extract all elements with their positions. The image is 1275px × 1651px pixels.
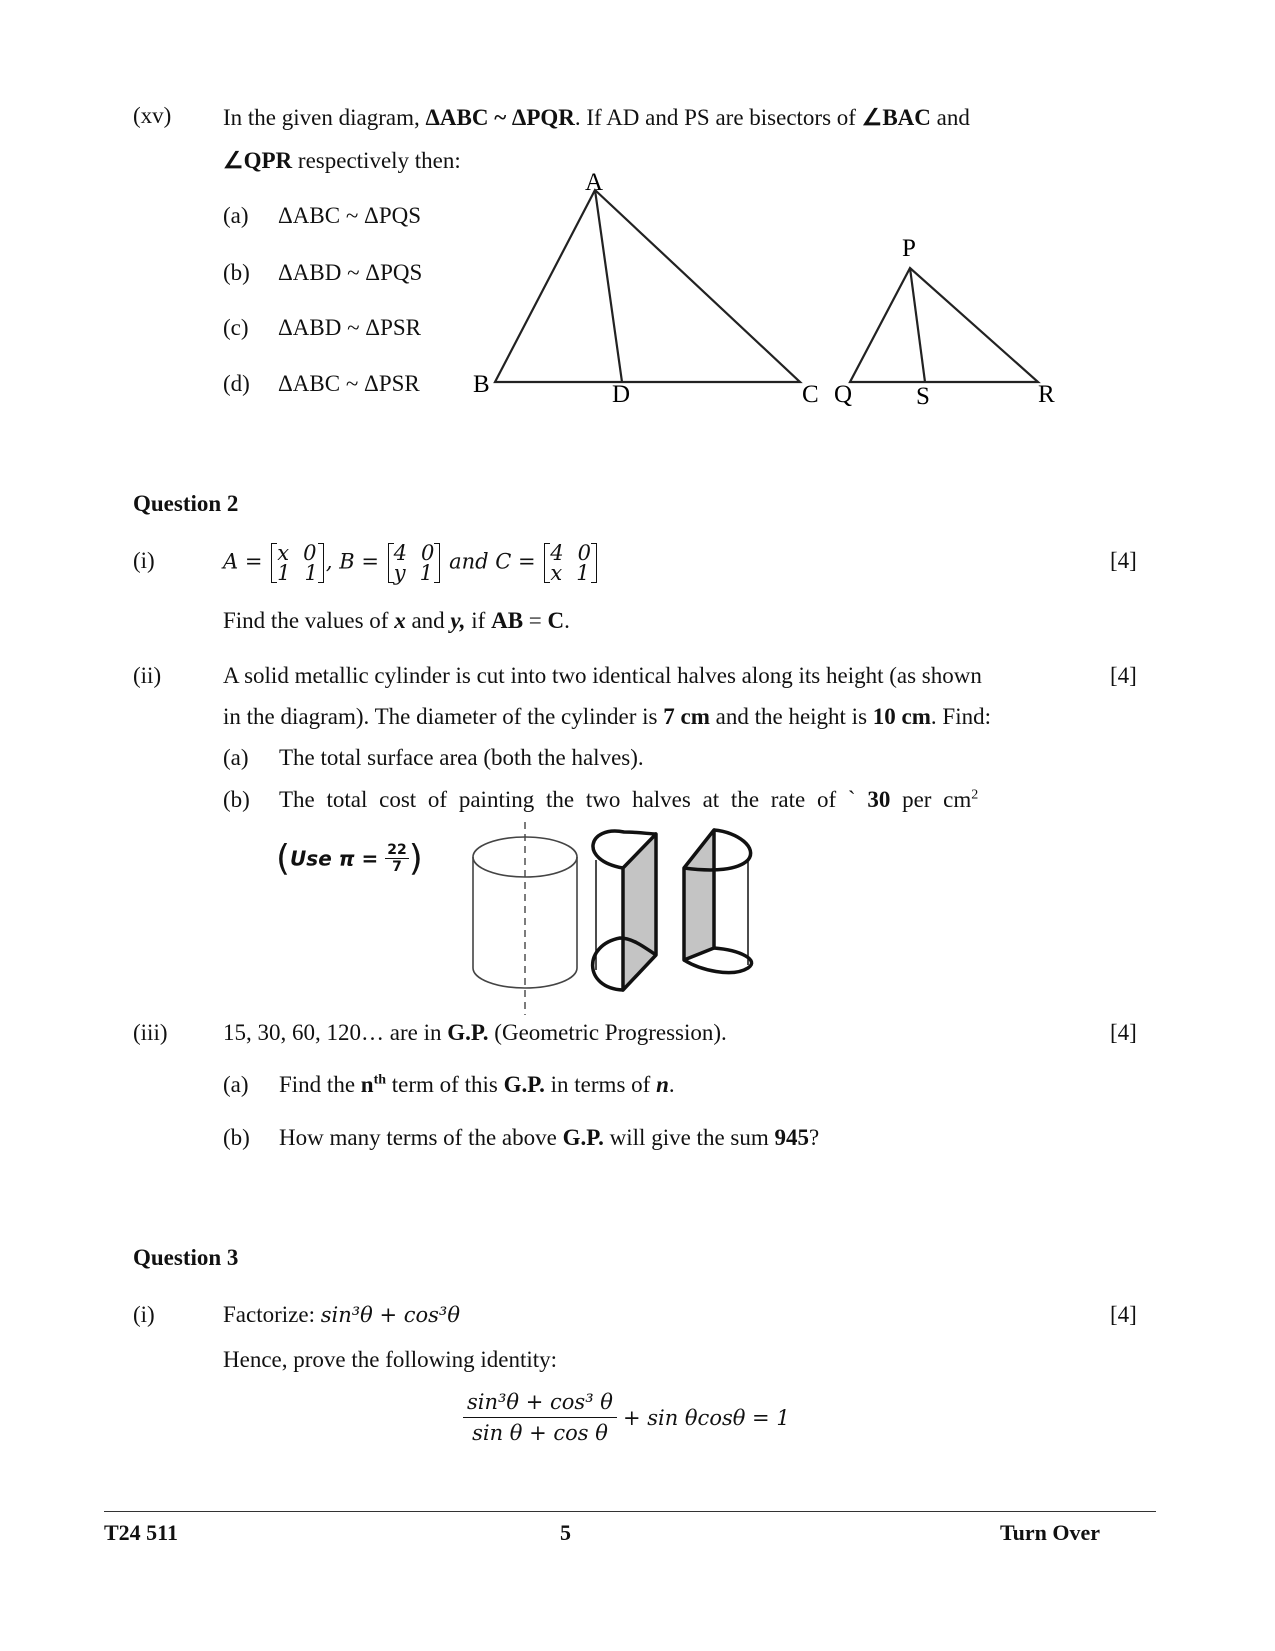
q3i-number: (i) xyxy=(133,1302,155,1327)
q2i-number: (i) xyxy=(133,548,155,573)
q2ii-marks: [4] xyxy=(1110,663,1137,688)
q2i-find: Find the values of x and y, if AB = C. xyxy=(223,608,570,633)
identity-equation: $\frac{\text{sin³θ + cos³ θ}}{\text{sin θ + cos θ}}$ + sin θcosθ = 1 xyxy=(463,1390,790,1445)
option-b: (b) ΔABD ~ ΔPQS xyxy=(223,260,423,285)
label-a: A xyxy=(585,169,604,196)
footer-rule xyxy=(104,1511,1156,1512)
question-stem-line1: In the given diagram, ΔABC ~ ΔPQR. If AD and PS are bisectors of ∠BAC and xyxy=(223,105,970,130)
q3i-hence: Hence, prove the following identity: xyxy=(223,1347,558,1372)
half-cylinder-left xyxy=(593,831,656,990)
triangle-abc xyxy=(495,190,800,382)
q2iii-stem: 15, 30, 60, 120… are in G.P. (Geometric Progression). xyxy=(223,1020,727,1045)
triangle-pqr xyxy=(850,268,1038,382)
half-cylinder-right xyxy=(684,830,752,973)
label-b: B xyxy=(473,371,490,398)
matrix-b: 4 0 y 1 xyxy=(388,543,441,583)
q2ii-line2: in the diagram). The diameter of the cylinder is 7 cm and the height is 10 cm. Find: xyxy=(223,704,991,729)
question2-heading: Question 2 xyxy=(133,491,239,516)
matrix-a: x 0 1 1 xyxy=(271,543,324,583)
label-r: R xyxy=(1038,381,1055,408)
q2ii-b: (b) The total cost of painting the two halves at the rate of ` 30 per $cm^2$ xyxy=(223,787,979,812)
similar-triangles-diagram xyxy=(440,160,1080,420)
q2ii-a: (a) The total surface area (both the halves). xyxy=(223,745,644,770)
option-d: (d) ΔABC ~ ΔPSR xyxy=(223,371,420,396)
question3-heading: Question 3 xyxy=(133,1245,239,1270)
page-number: 5 xyxy=(560,1520,571,1545)
q2ii-number: (ii) xyxy=(133,663,162,688)
label-c: C xyxy=(802,381,819,408)
label-d: D xyxy=(612,381,631,408)
label-s: S xyxy=(916,383,930,410)
matrix-equation: A = x 0 1 1 , B = 4 0 y 1 and C = 4 0 x 1 xyxy=(223,543,599,583)
q2ii-line1: A solid metallic cylinder is cut into two identical halves along its height (as shown xyxy=(223,663,982,688)
q2iii-a: (a) Find the $n^{th}$ term of this G.P. in terms of n. xyxy=(223,1072,675,1097)
option-c: (c) ΔABD ~ ΔPSR xyxy=(223,315,422,340)
cylinder-halves-diagram xyxy=(470,820,780,1025)
q3i-marks: [4] xyxy=(1110,1302,1137,1327)
question-number: (xv) xyxy=(133,103,172,128)
option-a: (a) ΔABC ~ ΔPQS xyxy=(223,203,422,228)
matrix-c: 4 0 x 1 xyxy=(544,543,597,583)
footer-turn-over: Turn Over xyxy=(1000,1520,1101,1545)
question-stem-line2: ∠QPR respectively then: xyxy=(223,148,461,173)
q2iii-b: (b) How many terms of the above G.P. will give the sum 945? xyxy=(223,1125,820,1150)
q3i-factorize: Factorize: sin³θ + cos³θ xyxy=(223,1302,460,1327)
q2iii-marks: [4] xyxy=(1110,1020,1137,1045)
label-p: P xyxy=(902,235,916,262)
q2i-marks: [4] xyxy=(1110,548,1137,573)
use-pi-note: (Use π = $\frac{22}{7}$ ) xyxy=(276,838,423,879)
label-q: Q xyxy=(834,381,853,408)
q2iii-number: (iii) xyxy=(133,1020,168,1045)
bisector-ad xyxy=(595,190,622,382)
bisector-ps xyxy=(910,268,925,382)
footer-code: T24 511 xyxy=(104,1520,178,1545)
